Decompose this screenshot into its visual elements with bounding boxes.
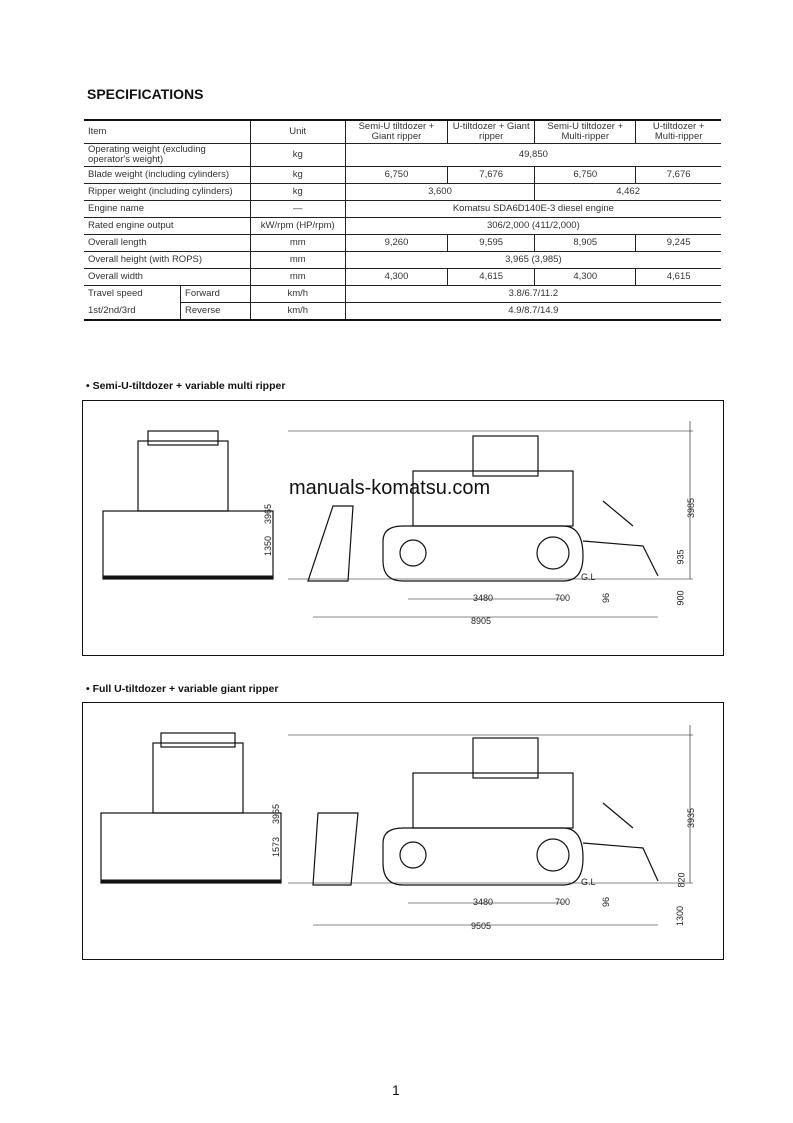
diagram1-caption: • Semi-U-tiltdozer + variable multi ripper bbox=[86, 380, 286, 392]
diagram2-frame bbox=[82, 702, 724, 960]
bulldozer-drawing bbox=[83, 401, 723, 655]
header-col2: U-tiltdozer + Giant ripper bbox=[448, 120, 535, 144]
header-col3: Semi-U tiltdozer + Multi-ripper bbox=[535, 120, 636, 144]
row-unit: — bbox=[250, 201, 345, 218]
row-unit: km/h bbox=[250, 303, 345, 321]
dim-label: 3965 bbox=[263, 503, 274, 525]
row-value: 6,750 bbox=[535, 167, 636, 184]
table-row bbox=[84, 144, 721, 167]
row-unit: mm bbox=[250, 235, 345, 252]
row-value: 7,676 bbox=[448, 167, 535, 184]
row-label: Overall height (with ROPS) bbox=[84, 252, 250, 269]
row-value: 3.8/6.7/11.2 bbox=[345, 286, 721, 303]
dim-label: 1350 bbox=[263, 535, 274, 557]
row-unit: kg bbox=[250, 184, 345, 201]
row-sublabel: Forward bbox=[181, 286, 251, 303]
table-row bbox=[84, 286, 721, 303]
row-unit: mm bbox=[250, 252, 345, 269]
row-value: 4,462 bbox=[535, 184, 721, 201]
row-value: 3,965 (3,985) bbox=[345, 252, 721, 269]
row-value: 7,676 bbox=[636, 167, 721, 184]
diagram1-frame bbox=[82, 400, 724, 656]
row-value: 9,245 bbox=[636, 235, 721, 252]
dim-label: 900 bbox=[675, 590, 686, 606]
row-value: 9,260 bbox=[345, 235, 447, 252]
row-value: 306/2,000 (411/2,000) bbox=[345, 218, 721, 235]
dim-label: 700 bbox=[555, 593, 571, 603]
row-value: Komatsu SDA6D140E-3 diesel engine bbox=[345, 201, 721, 218]
row-value: 9,595 bbox=[448, 235, 535, 252]
row-unit: kg bbox=[250, 144, 345, 167]
table-row bbox=[84, 269, 721, 286]
row-label: Blade weight (including cylinders) bbox=[84, 167, 250, 184]
dim-label: 96 bbox=[601, 896, 612, 908]
row-unit: kW/rpm (HP/rpm) bbox=[250, 218, 345, 235]
dim-label: 3935 bbox=[686, 807, 697, 829]
dim-label: 8905 bbox=[471, 616, 492, 626]
header-col1: Semi-U tiltdozer + Giant ripper bbox=[345, 120, 447, 144]
table-row bbox=[84, 218, 721, 235]
specifications-table bbox=[84, 119, 721, 321]
row-unit: kg bbox=[250, 167, 345, 184]
row-label: Overall length bbox=[84, 235, 250, 252]
row-value: 4,615 bbox=[448, 269, 535, 286]
page-number: 1 bbox=[392, 1082, 400, 1098]
row-value: 8,905 bbox=[535, 235, 636, 252]
row-label: Rated engine output bbox=[84, 218, 250, 235]
row-value: 6,750 bbox=[345, 167, 447, 184]
dim-label: 1573 bbox=[271, 836, 282, 858]
table-row bbox=[84, 184, 721, 201]
row-label: Ripper weight (including cylinders) bbox=[84, 184, 250, 201]
bulldozer-drawing bbox=[83, 703, 723, 959]
row-unit: mm bbox=[250, 269, 345, 286]
dim-label: G.L bbox=[581, 572, 596, 582]
watermark: manuals-komatsu.com bbox=[289, 477, 491, 499]
header-col4: U-tiltdozer + Multi-ripper bbox=[636, 120, 721, 144]
row-label: Operating weight (excluding operator's weight) bbox=[84, 144, 250, 167]
row-label: 1st/2nd/3rd bbox=[84, 303, 181, 321]
header-unit: Unit bbox=[250, 120, 345, 144]
row-value: 4,615 bbox=[636, 269, 721, 286]
table-row bbox=[84, 167, 721, 184]
dim-label: 3985 bbox=[686, 497, 697, 519]
dim-label: 700 bbox=[555, 897, 571, 907]
header-item: Item bbox=[84, 120, 250, 144]
table-row bbox=[84, 303, 721, 321]
dim-label: 1300 bbox=[675, 905, 686, 927]
dim-label: G.L bbox=[581, 877, 596, 887]
row-unit: km/h bbox=[250, 286, 345, 303]
dim-label: 3965 bbox=[271, 803, 282, 825]
dim-label: 96 bbox=[601, 592, 612, 604]
row-sublabel: Reverse bbox=[181, 303, 251, 321]
row-label: Engine name bbox=[84, 201, 250, 218]
row-value: 4,300 bbox=[345, 269, 447, 286]
table-row bbox=[84, 201, 721, 218]
row-value: 4.9/8.7/14.9 bbox=[345, 303, 721, 321]
page-title: SPECIFICATIONS bbox=[87, 86, 204, 102]
dim-label: 9505 bbox=[471, 921, 492, 931]
row-value: 49,850 bbox=[345, 144, 721, 167]
row-label: Travel speed bbox=[84, 286, 181, 303]
dim-label: 820 bbox=[676, 872, 687, 888]
row-value: 3,600 bbox=[345, 184, 534, 201]
dim-label: 3480 bbox=[473, 593, 494, 603]
dim-label: 3480 bbox=[473, 897, 494, 907]
dim-label: 935 bbox=[675, 549, 686, 565]
table-header-row bbox=[84, 120, 721, 144]
table-row bbox=[84, 252, 721, 269]
diagram2-caption: • Full U-tiltdozer + variable giant ripper bbox=[86, 683, 279, 695]
row-value: 4,300 bbox=[535, 269, 636, 286]
row-label: Overall width bbox=[84, 269, 250, 286]
table-row bbox=[84, 235, 721, 252]
